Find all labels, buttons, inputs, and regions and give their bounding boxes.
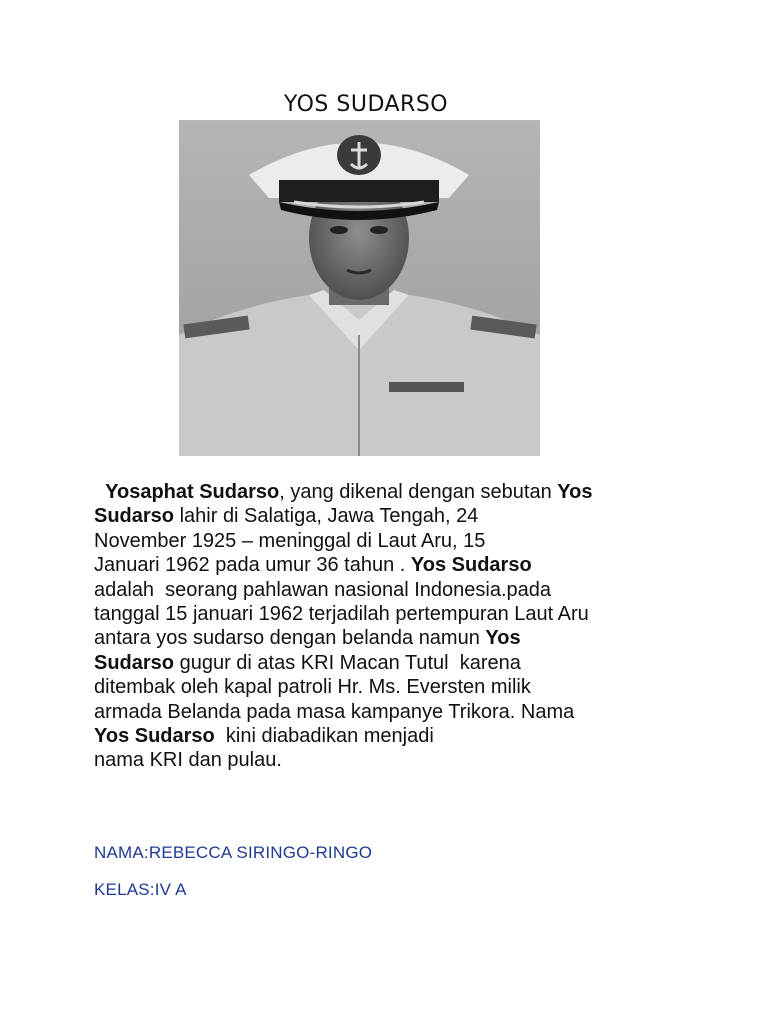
student-name: NAMA:REBECCA SIRINGO-RINGO bbox=[94, 843, 373, 862]
student-class: KELAS:IV A bbox=[94, 880, 187, 899]
bio-name-bold: Yosaphat Sudarso bbox=[105, 481, 280, 503]
biography-paragraph: Yosaphat Sudarso, yang dikenal dengan sebutan Yos Sudarso lahir di Salatiga, Jawa Tengah, 24 November 1925 – meninggal di Laut Aru, 15 Januari 1962 pada umur 36 tahun . Yos Sudarso adalah seorang pahlawan nasional Indonesia.pada tanggal 15 januari 1962 terjadilah pertempuran Laut Aru antara yos sudarso dengan belanda namun Yos Sudarso gugur di atas KRI Macan Tutul karena ditembak oleh kapal patroli Hr. Ms. Eversten milik armada Belanda pada masa kampanye Trikora. Nama Yos Sudarso kini diabadikan menjadi nama KRI dan pulau. bbox=[94, 481, 593, 772]
page-title: YOS SUDARSO bbox=[283, 92, 449, 117]
portrait-photo bbox=[179, 120, 540, 456]
